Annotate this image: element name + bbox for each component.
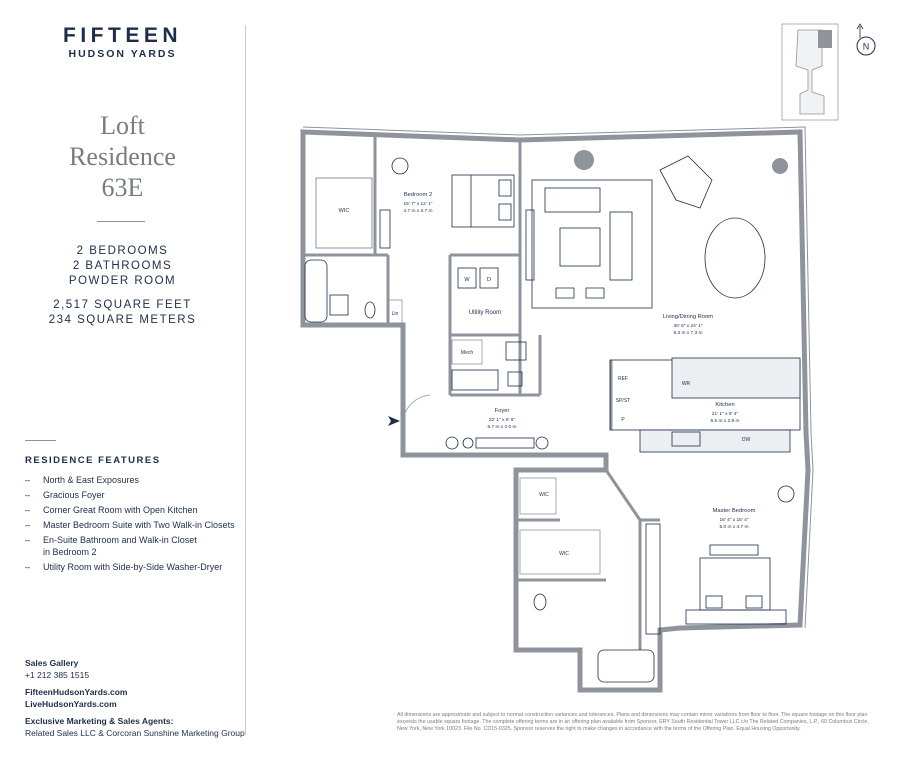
foyer-imperial: 22' 1" x 6' 6": [488, 418, 516, 423]
key-plan: [782, 24, 838, 120]
bedroom2-bed: [380, 158, 514, 248]
sales-agents-label: Exclusive Marketing & Sales Agents:: [25, 716, 174, 726]
label-wr: WR: [681, 381, 691, 387]
sales-phone[interactable]: +1 212 385 1515: [25, 670, 90, 680]
stat-square-meters: 234 SQUARE METERS: [48, 314, 197, 326]
master-metric: 5.0 m x 4.7 m: [719, 525, 749, 530]
compass-letter: N: [862, 41, 870, 52]
bedroom2-metric: 4.7 m x 3.7 m: [403, 209, 433, 214]
stat-powder-room: POWDER ROOM: [68, 275, 177, 287]
sales-gallery-label: Sales Gallery: [25, 658, 79, 668]
bedroom2-name: Bedroom 2: [403, 192, 433, 198]
label-wic-master-2: WIC: [559, 551, 569, 557]
stat-bedrooms: 2 BEDROOMS: [76, 245, 169, 257]
label-utility-room: Utility Room: [468, 310, 502, 316]
living-furniture: [526, 150, 800, 452]
label-washer: W: [464, 277, 470, 283]
entry-arrow-icon: [388, 416, 400, 426]
feature-item: – En-Suite Bathroom and Walk-in Closet in Bedroom 2: [25, 535, 197, 557]
feature-item: – Master Bedroom Suite with Two Walk-in Closets: [25, 520, 235, 530]
label-linen: Lin: [391, 311, 399, 317]
foyer-name: Foyer: [494, 408, 510, 414]
kitchen-name: Kitchen: [715, 402, 735, 408]
label-wic-master-1: WIC: [539, 492, 549, 498]
brand-wordmark: FIFTEEN: [63, 24, 182, 47]
sales-agents-names: Related Sales LLC & Corcoran Sunshine Marketing Group: [25, 728, 245, 738]
stat-square-feet: 2,517 SQUARE FEET: [53, 299, 192, 311]
label-pantry: P: [621, 417, 625, 423]
interior-walls: [303, 135, 660, 650]
kitchen-metric: 6.5 m x 2.9 m: [710, 419, 740, 424]
residence-title-line-3: 63E: [101, 173, 144, 202]
exterior-walls: [303, 132, 808, 690]
feature-item: – North & East Exposures: [25, 475, 140, 485]
residence-title-line-1: Loft: [100, 111, 145, 140]
label-dw: DW: [741, 437, 751, 443]
master-bed: [686, 486, 794, 624]
bedroom2-bath-fixtures: [305, 260, 375, 322]
stat-bathrooms: 2 BATHROOMS: [72, 260, 173, 272]
master-name: Master Bedroom: [712, 508, 756, 514]
website-link-2[interactable]: LiveHudsonYards.com: [25, 699, 117, 709]
label-wic-bedroom2: WIC: [338, 208, 350, 214]
master-imperial: 16' 4" x 15' 4": [719, 518, 749, 523]
kitchen-imperial: 21' 1" x 9' 4": [711, 412, 739, 417]
brand-subline: HUDSON YARDS: [68, 48, 177, 60]
features-heading: RESIDENCE FEATURES: [25, 455, 161, 466]
living-name: Living/Dining Room: [662, 314, 714, 320]
label-dryer: D: [487, 277, 491, 283]
feature-item: – Utility Room with Side-by-Side Washer-Dryer: [25, 562, 223, 572]
label-ref: REF: [618, 376, 628, 382]
label-mech: Mech: [460, 350, 474, 356]
legal-disclaimer: All dimensions are approximate and subject to normal construction variances and tolerances. Plans and dimensions may contain minor variations from floor to floor. The square footage on this floor plan exceeds the usable square footage. The complete offering terms are in an offering plan available from Sponsor, ERY South Residential Tower LLC c/o The Related Companies, L.P., 60 Columbus Circle, New York, New York 10023. File No. CD15-0325. Sponsor reserves the right to make changes in accordance with the terms of the Offering Plan. Equal Housing Opportunity.: [397, 712, 869, 732]
foyer-metric: 6.7 m x 2.0 m: [487, 425, 517, 430]
label-spst: SP/ST: [615, 398, 631, 404]
living-imperial: 30' 6" x 24' 1": [673, 324, 703, 329]
living-metric: 9.3 m x 7.3 m: [673, 331, 703, 336]
website-link-1[interactable]: FifteenHudsonYards.com: [25, 687, 128, 697]
bedroom2-imperial: 15' 7" x 12' 1": [403, 202, 433, 207]
feature-item: – Gracious Foyer: [25, 490, 105, 500]
residence-title-line-2: Residence: [69, 142, 176, 171]
feature-item: – Corner Great Room with Open Kitchen: [25, 505, 198, 515]
